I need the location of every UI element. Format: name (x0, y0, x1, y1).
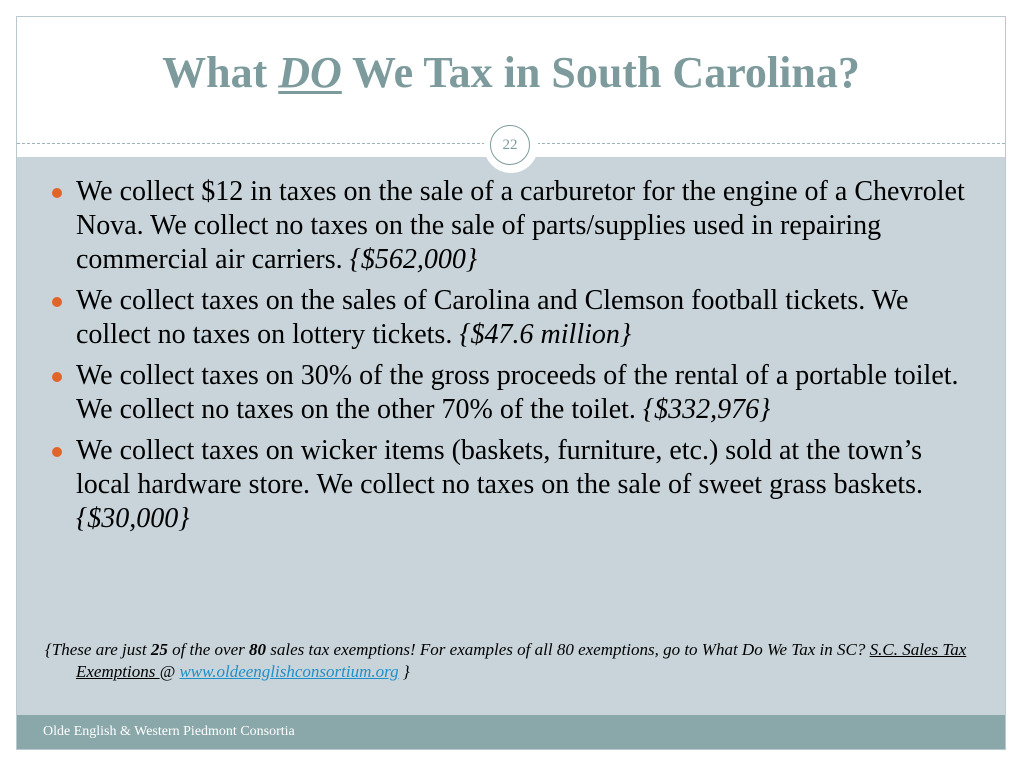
bullet-text: We collect taxes on wicker items (baskets, furniture, etc.) sold at the town’s local hardware store. We collect no taxes on the sale of sweet grass baskets. (76, 435, 924, 500)
note-at: @ (159, 662, 180, 681)
bullet-text: We collect taxes on 30% of the gross proceeds of the rental of a portable toilet. We collect no taxes on the other 70% of the toilet. (76, 360, 959, 425)
bullet-amount: {$30,000} (76, 503, 190, 534)
slide-title (17, 47, 1005, 98)
bullet-text: We collect taxes on the sales of Carolina and Clemson football tickets. We collect no taxes on lottery tickets. (76, 285, 909, 350)
title-text-start: What (162, 48, 268, 97)
bullet-dot-icon (52, 372, 62, 382)
bullet-amount: {$47.6 million} (459, 319, 632, 350)
page-number: 22 (490, 125, 530, 165)
title-text-end: We Tax in South Carolina? (352, 48, 860, 97)
bullet-dot-icon (52, 188, 62, 198)
bullet-item (47, 359, 977, 427)
slide-frame (16, 16, 1006, 750)
note-count: 25 (150, 640, 168, 659)
consortium-website-link[interactable]: www.oldeenglishconsortium.org (179, 662, 399, 681)
exemptions-note (45, 639, 1006, 683)
bullet-item (47, 284, 977, 352)
note-text: sales tax exemptions! For examples of all 80 exemptions, go to What Do We Tax in SC? (266, 640, 870, 659)
note-text: {These are just (45, 640, 151, 659)
bullet-list (47, 175, 977, 543)
note-total: 80 (249, 640, 267, 659)
footer-bar (17, 715, 1005, 749)
bullet-dot-icon (52, 447, 62, 457)
bullet-dot-icon (52, 297, 62, 307)
bullet-amount: {$332,976} (642, 394, 771, 425)
bullet-amount: {$562,000} (349, 244, 478, 275)
title-emphasis: DO (278, 48, 342, 97)
exemptions-link-label[interactable]: S.C. Sales Tax Exemptions (76, 640, 967, 681)
bullet-text: We collect $12 in taxes on the sale of a carburetor for the engine of a Chevrolet Nova. We collect no taxes on the sale of parts/supplies used in repairing commercial air carriers. (76, 176, 965, 275)
bullet-item (47, 434, 977, 536)
bullet-item (47, 175, 977, 277)
note-text: of the over (167, 640, 250, 659)
page-number-badge (486, 121, 536, 171)
footer-text: Olde English & Western Piedmont Consortia (43, 724, 295, 739)
note-close: } (398, 662, 410, 681)
